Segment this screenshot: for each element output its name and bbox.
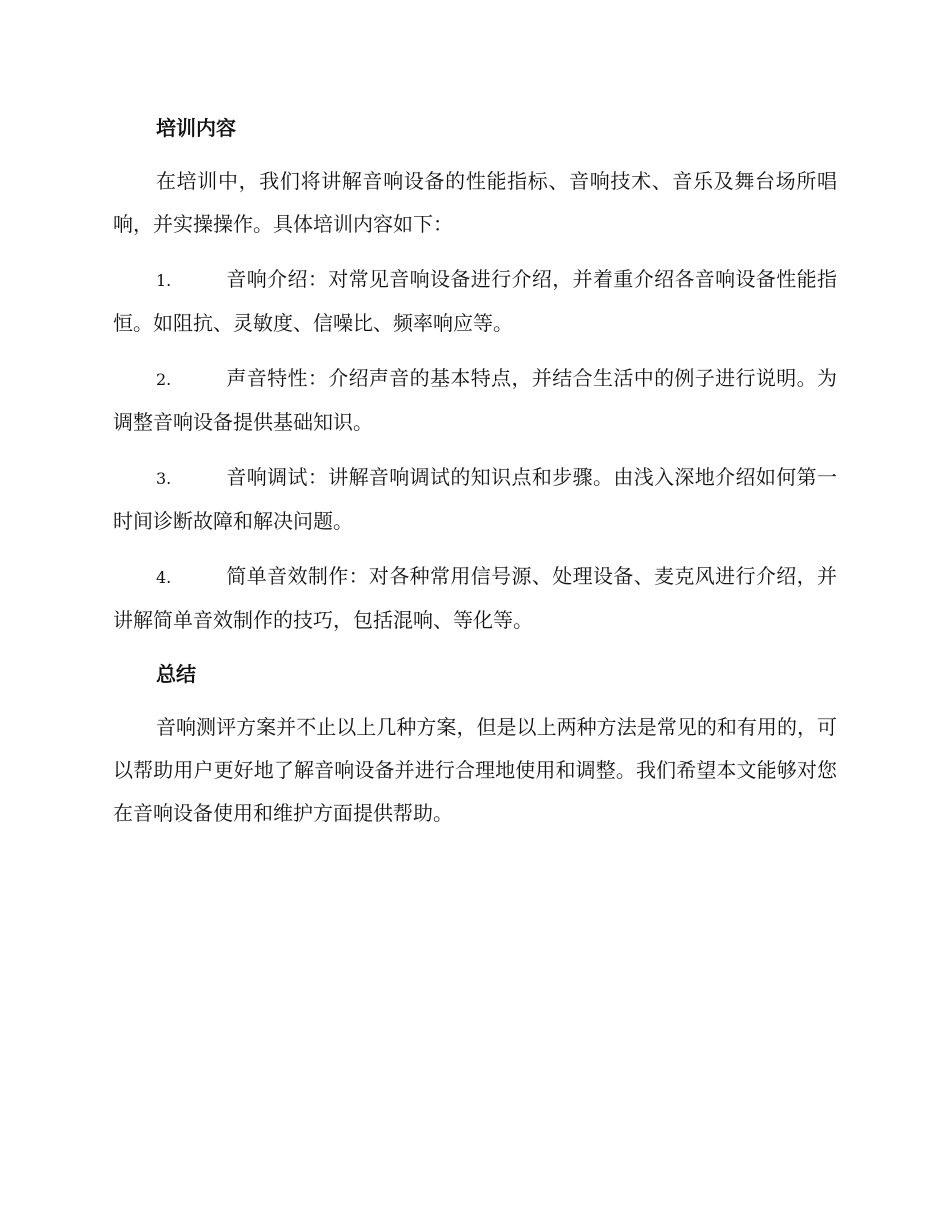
section-heading-summary: 总结	[156, 662, 196, 686]
list-item-text: 音响介绍：对常见音响设备进行介绍，并着重介绍各音响设备性能指恒。如阻抗、灵敏度、信噪比、频率响应等。	[113, 267, 837, 335]
list-item-3	[113, 456, 837, 543]
list-number: 1.	[156, 271, 172, 290]
list-item-2	[113, 357, 837, 444]
list-number: 4.	[156, 568, 172, 587]
list-number: 2.	[156, 370, 172, 389]
list-number: 3.	[156, 469, 172, 488]
list-item-text: 简单音效制作：对各种常用信号源、处理设备、麦克风进行介绍，并讲解简单音效制作的技巧，包括混响、等化等。	[113, 564, 837, 632]
section-heading-training-content: 培训内容	[156, 116, 236, 140]
list-item-text: 音响调试：讲解音响调试的知识点和步骤。由浅入深地介绍如何第一时间诊断故障和解决问题。	[113, 465, 837, 533]
list-item-text: 声音特性：介绍声音的基本特点，并结合生活中的例子进行说明。为调整音响设备提供基础知识。	[113, 366, 837, 434]
list-item-1	[113, 258, 837, 345]
summary-paragraph: 音响测评方案并不止以上几种方案，但是以上两种方法是常见的和有用的，可以帮助用户更好地了解音响设备并进行合理地使用和调整。我们希望本文能够对您在音响设备使用和维护方面提供帮助。	[113, 715, 837, 825]
list-item-4	[113, 555, 837, 642]
training-intro-paragraph: 在培训中，我们将讲解音响设备的性能指标、音响技术、音乐及舞台场所唱响，并实操操作。具体培训内容如下：	[113, 169, 837, 236]
document-page	[113, 108, 837, 847]
